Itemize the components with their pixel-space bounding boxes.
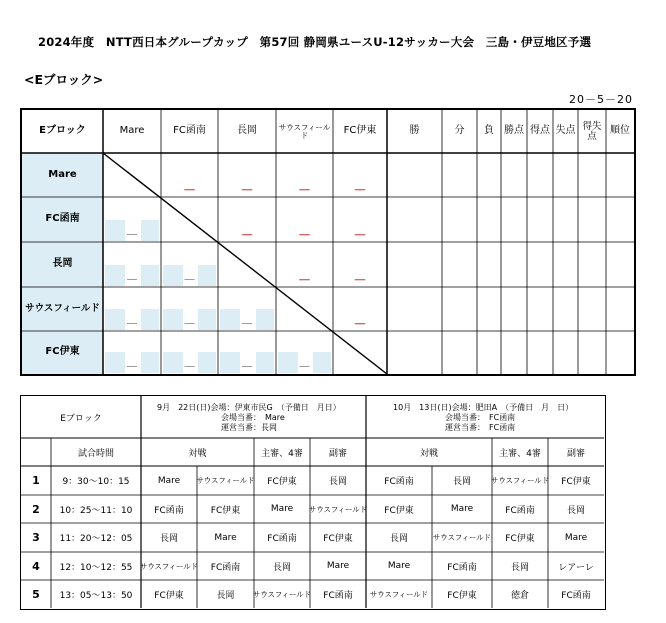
row-team-header: 長岡: [52, 258, 73, 270]
day2-venue-info: 10月 13日(日)会場：肥田A （予備日 月 日）: [393, 403, 574, 412]
day2-away-team: サウスフィールド: [432, 533, 492, 542]
day2-home-team: 長岡: [389, 534, 408, 544]
day1-home-team: Mare: [157, 475, 181, 486]
day1-away-team: FC伊東: [210, 505, 241, 516]
day1-assistant-team: 長岡: [328, 477, 347, 487]
day2-assistant-team: Mare: [564, 532, 588, 543]
day2-away-team: Mare: [450, 504, 474, 514]
match-number: 3: [32, 531, 40, 544]
day2-assistant-team: FC函南: [561, 590, 591, 601]
score-separator: ＿: [184, 181, 195, 192]
day2-assistant-team: レアーレ: [558, 562, 594, 573]
day2-referee-team: FC函南: [505, 505, 535, 516]
day2-referee-team: 徳倉: [510, 590, 529, 601]
day1-home-team: FC函南: [154, 505, 184, 516]
day1-match-header: 対戦: [188, 448, 207, 459]
day1-assistant-team: Mare: [326, 561, 350, 571]
schedule-block-label: Eブロック: [60, 413, 102, 424]
day1-home-team: FC伊東: [154, 590, 184, 601]
score-separator: ＿: [127, 226, 137, 237]
day1-venue-info: 9月 22日(日)会場：伊東市民G （予備日 月日）: [157, 403, 341, 412]
stat-header: 負: [484, 125, 494, 137]
match-number: 4: [32, 559, 40, 573]
score-separator: ＿: [242, 358, 252, 369]
score-separator: ＿: [127, 358, 137, 369]
stat-header: 分: [454, 125, 465, 137]
day2-home-team: サウスフィールド: [369, 589, 429, 599]
day1-referee-team: Mare: [270, 504, 294, 514]
day2-assistant-team: 長岡: [566, 505, 585, 516]
day2-referee-header: 主審、4審: [499, 448, 541, 459]
match-number: 2: [32, 502, 40, 516]
day1-operation-duty: 運営当番：長岡: [221, 423, 277, 432]
schedule-table: [20, 395, 606, 610]
day2-referee-team: FC伊東: [505, 534, 535, 544]
row-team-header: FC函南: [45, 213, 80, 225]
day2-home-team: Mare: [387, 561, 411, 571]
day1-away-team: 長岡: [216, 590, 235, 601]
score-separator: ＿: [127, 315, 137, 326]
stat-header: 失点: [555, 125, 576, 137]
row-team-header: Mare: [48, 168, 77, 180]
day1-away-team: サウスフィールド: [196, 476, 255, 485]
match-time: 11：20～12：05: [59, 534, 133, 544]
day1-home-team: サウスフィールド: [139, 561, 199, 571]
block-label: <Eブロック>: [24, 72, 104, 87]
day1-assistant-team: FC函南: [323, 590, 353, 601]
document-date: 20－5－20: [569, 93, 633, 106]
day1-assistant-header: 副審: [328, 448, 347, 459]
match-number: 1: [32, 474, 40, 487]
stat-header: 勝点: [504, 125, 524, 137]
score-separator: ＿: [355, 315, 365, 326]
row-team-header: サウスフィールド: [25, 303, 100, 315]
match-number: 5: [32, 587, 40, 601]
day1-referee-header: 主審、4審: [261, 448, 303, 459]
row-team-header: FC伊東: [45, 346, 80, 358]
day2-referee-team: サウスフィールド: [490, 476, 550, 485]
column-team-header: 長岡: [237, 125, 257, 137]
column-team-header: FC函南: [173, 125, 206, 137]
time-header: 試合時間: [77, 448, 114, 459]
match-time: 13：05～13：50: [59, 590, 133, 601]
league-corner-label: Eブロック: [39, 125, 86, 137]
score-separator: ＿: [299, 358, 310, 369]
score-separator: ＿: [355, 181, 365, 192]
score-separator: ＿: [299, 226, 310, 237]
day2-match-header: 対戦: [419, 448, 438, 459]
day1-away-team: FC函南: [210, 562, 241, 573]
score-separator: ＿: [355, 226, 365, 237]
match-time: 9：30～10：15: [62, 477, 130, 487]
day1-home-team: 長岡: [159, 534, 178, 544]
day2-home-team: FC函南: [384, 477, 414, 487]
day2-away-team: 長岡: [452, 477, 471, 487]
day1-referee-team: FC伊東: [267, 477, 297, 487]
score-separator: ＿: [355, 271, 365, 282]
stat-header: 順位: [610, 125, 630, 137]
score-separator: ＿: [184, 358, 195, 369]
day2-away-team: FC伊東: [447, 590, 477, 601]
column-team-header: Mare: [119, 125, 145, 137]
day1-assistant-team: FC伊東: [323, 534, 353, 544]
score-separator: ＿: [299, 271, 310, 282]
score-separator: ＿: [242, 315, 252, 326]
league-table: [20, 108, 636, 376]
column-team-header: サウスフィールド: [278, 122, 331, 140]
score-separator: ＿: [242, 226, 252, 237]
day2-home-team: FC伊東: [384, 505, 414, 516]
day2-assistant-header: 副審: [566, 448, 585, 459]
document-title: 2024年度 NTT西日本グループカップ 第57回 静岡県ユースU-12サッカー大会 三島・伊豆地区予選: [38, 35, 592, 49]
column-team-header: FC伊東: [343, 125, 377, 137]
score-separator: ＿: [299, 181, 310, 192]
stat-header: 勝: [409, 125, 420, 137]
day2-away-team: FC函南: [447, 562, 477, 573]
stat-header: 得失点: [582, 120, 602, 142]
day1-referee-team: 長岡: [272, 562, 291, 573]
day2-assistant-team: FC伊東: [561, 477, 591, 487]
score-separator: ＿: [184, 315, 195, 326]
day1-referee-team: サウスフィールド: [252, 589, 312, 599]
day2-referee-team: 長岡: [510, 562, 529, 573]
day1-assistant-team: サウスフィールド: [308, 504, 368, 514]
score-separator: ＿: [242, 181, 252, 192]
day1-away-team: Mare: [214, 532, 237, 543]
match-time: 12：10～12：55: [59, 562, 133, 573]
day1-referee-team: FC函南: [267, 534, 297, 544]
day2-operation-duty: 運営当番： FC函南: [445, 423, 516, 432]
score-separator: ＿: [184, 271, 195, 282]
stat-header: 得点: [530, 125, 550, 137]
day2-venue-duty: 会場当番： FC函南: [445, 413, 516, 422]
day1-venue-duty: 会場当番： Mare: [221, 413, 285, 422]
score-separator: ＿: [127, 271, 137, 282]
match-time: 10：25～11：10: [59, 505, 133, 516]
